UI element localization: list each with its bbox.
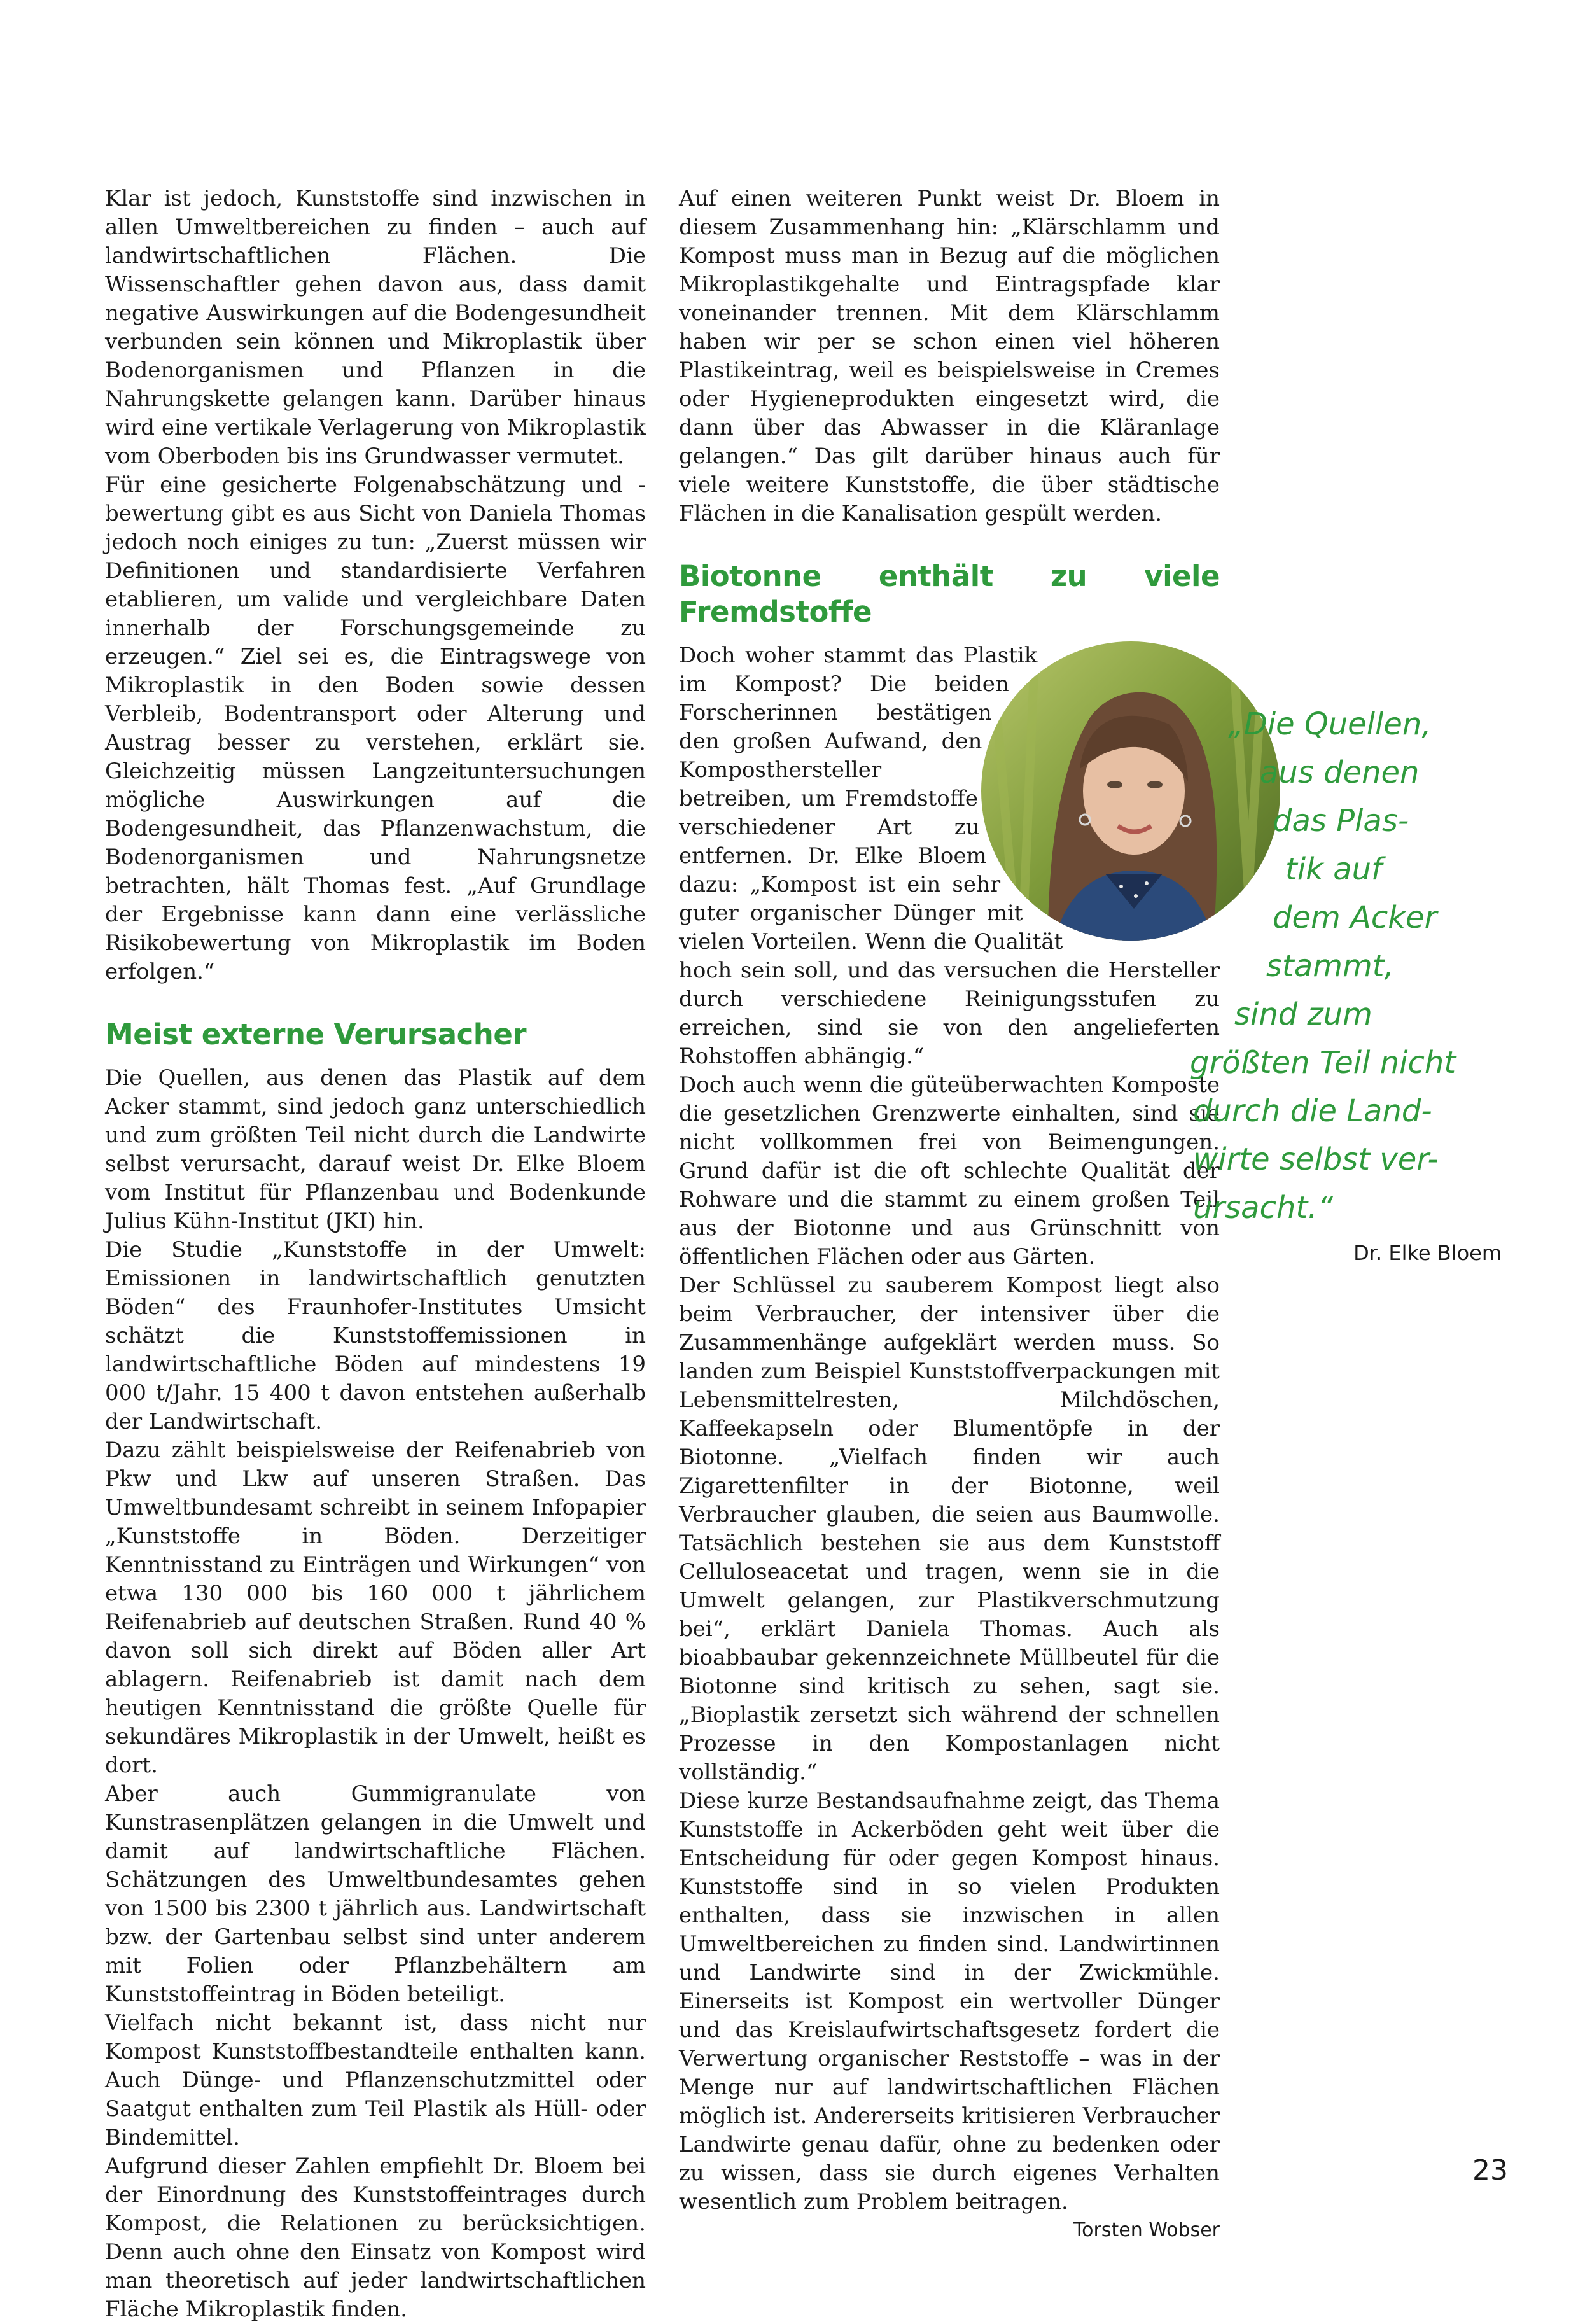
article-column-left — [105, 185, 646, 2324]
body-paragraph: Dazu zählt beispielsweise der Reifenabrieb von Pkw und Lkw auf unseren Straßen. Das Umweltbundesamt schreibt in seinem Infopapier „Kunststoffe in Böden. Derzeitiger Kenntnisstand zu Einträgen und Wirkungen“ von etwa 130 000 bis 160 000 t jährlichem Reifenabrieb auf deutschen Straßen. Rund 40 % davon soll sich direkt auf Böden aller Art ablagern. Reifenabrieb ist damit nach dem heutigen Kenntnisstand die größte Quelle für sekundäres Mikroplastik in der Umwelt, heißt es dort. — [105, 1438, 646, 1778]
pull-quote-line: das Plas- — [1273, 803, 1409, 839]
article-column-right — [679, 185, 1220, 2243]
pull-quote-line: „Die Quellen, — [1228, 706, 1432, 742]
pull-quote-line: sind zum — [1234, 997, 1372, 1032]
section-heading: Meist externe Verursacher — [105, 1018, 527, 1051]
body-paragraph: Die Quellen, aus denen das Plastik auf dem Acker stammt, sind jedoch ganz unterschiedlich und zum größten Teil nicht durch die Landwirte selbst verursacht, darauf weist Dr. Elke Bloem vom Institut für Pflanzenbau und Bodenkunde Julius Kühn-Institut (JKI) hin. — [105, 1065, 646, 1234]
body-paragraph: Vielfach nicht bekannt ist, dass nicht nur Kompost Kunststoffbestandteile enthalten kann. Auch Dünge- und Pflanzenschutzmittel oder Saatgut enthalten zum Teil Plastik als Hüll- oder Bindemittel. — [105, 2010, 646, 2150]
body-paragraph: Doch woher stammt das Plastik im Kompost? Die beiden Forscherinnen bestätigen den großen Aufwand, den Komposthersteller betreiben, um Fremdstoffe verschiedener Art zu entfernen. Dr. Elke Bloem dazu: „Kompost ist ein sehr guter organischer Dünger mit vielen Vorteilen. Wenn die Qualität hoch sein soll, und das versuchen die Hersteller durch verschiedene Reinigungsstufen zu erreichen, sind sie von den angelieferten Rohstoffen abhängig.“ — [679, 643, 1220, 1069]
body-paragraph: Aber auch Gummigranulate von Kunstrasenplätzen gelangen in die Umwelt und damit auf landwirtschaftliche Flächen. Schätzungen des Umweltbundesamtes gehen von 1500 bis 2300 t jährlich aus. Landwirtschaft bzw. der Gartenbau selbst sind unter anderem mit Folien oder Pflanzbehältern am Kunststoffeintrag in Böden beteiligt. — [105, 1781, 646, 2007]
body-paragraph: Klar ist jedoch, Kunststoffe sind inzwischen in allen Umweltbereichen zu finden – auch auf landwirtschaftlichen Flächen. Die Wissenschaftler gehen davon aus, dass damit negative Auswirkungen auf die Bodengesundheit verbunden sein können und Mikroplastik über Bodenorganismen und Pflanzen in die Nahrungskette gelangen kann. Darüber hinaus wird eine vertikale Verlagerung von Mikroplastik vom Oberboden bis ins Grundwasser vermutet. — [105, 186, 646, 469]
body-paragraph: Diese kurze Bestandsaufnahme zeigt, das Thema Kunststoffe in Ackerböden geht weit über die Entscheidung für oder gegen Kompost hinaus. Kunststoffe sind in so vielen Produkten enthalten, dass sie inzwischen in allen Umweltbereichen zu finden sind. Landwirtinnen und Landwirte sind in der Zwickmühle. Einerseits ist Kompost ein wertvoller Dünger und das Kreislaufwirtschaftsgesetz fordert die Verwertung organischer Reststoffe – was in der Menge nur auf landwirtschaftlichen Flächen möglich ist. Andererseits kritisieren Verbraucher Landwirte genau dafür, ohne zu bedenken oder zu wissen, dass sie durch eigenes Verhalten wesentlich zum Problem beitragen. — [679, 1788, 1220, 2215]
body-paragraph: Für eine gesicherte Folgenabschätzung und -bewertung gibt es aus Sicht von Daniela Thomas jedoch noch einiges zu tun: „Zuerst müssen wir Definitionen und standardisierte Verfahren etablieren, um valide und vergleichbare Daten innerhalb der Forschungsgemeinde zu erzeugen.“ Ziel sei es, die Eintragswege von Mikroplastik in den Boden sowie dessen Verbleib, Bodentransport oder Alterung und Austrag besser zu verstehen, erklärt sie. Gleichzeitig müssen Langzeituntersuchungen mögliche Auswirkungen auf die Bodengesundheit, das Pflanzenwachstum, die Bodenorganismen und Nahrungsnetze betrachten, hält Thomas fest. „Auf Grundlage der Ergebnisse kann dann eine verlässliche Risikobewertung von Mikroplastik im Boden erfolgen.“ — [105, 472, 646, 984]
body-paragraph: Die Studie „Kunststoffe in der Umwelt: Emissionen in landwirtschaftlich genutzten Böden“ des Fraunhofer-Institutes Umsicht schätzt die Kunststoffemissionen in landwirtschaftliche Böden auf mindestens 19 000 t/Jahr. 15 400 t davon entstehen außerhalb der Landwirtschaft. — [105, 1237, 646, 1434]
body-paragraph: Auf einen weiteren Punkt weist Dr. Bloem in diesem Zusammenhang hin: „Klärschlamm und Kompost muss man in Bezug auf die möglichen Mikroplastikgehalte und Eintragspfade klar voneinander trennen. Mit dem Klärschlamm haben wir per se schon einen viel höheren Plastikeintrag, weil es beispielsweise in Cremes oder Hygieneprodukten eingesetzt wird, die dann über das Abwasser in die Kläranlage gelangen.“ Das gilt darüber hinaus auch für viele weitere Kunststoffe, die über städtische Flächen in die Kanalisation gespült werden. — [679, 186, 1220, 526]
pull-quote-line: tik auf — [1285, 851, 1382, 887]
page-number: 23 — [1472, 2154, 1508, 2187]
pull-quote-line: größten Teil nicht — [1190, 1045, 1456, 1081]
section-heading: Biotonne enthält zu viele Fremdstoffe — [679, 559, 1220, 629]
body-paragraph: Der Schlüssel zu sauberem Kompost liegt also beim Verbraucher, der intensiver über die Zusammenhänge aufgeklärt werden muss. So landen zum Beispiel Kunststoffverpackungen mit Lebensmittelresten, Milchdöschen, Kaffeekapseln oder Blumentöpfe in der Biotonne. „Vielfach finden wir auch Zigarettenfilter in der Biotonne, weil Verbraucher glauben, die seien aus Baumwolle. Tatsächlich bestehen sie aus dem Kunststoff Celluloseacetat und tragen, wenn sie in die Umwelt gelangen, zur Plastikverschmutzung bei“, erklärt Daniela Thomas. Auch als bioabbaubar gekennzeichnete Müllbeutel für die Biotonne sind kritisch zu sehen, sagt sie. „Bioplastik zersetzt sich während der schnellen Prozesse in den Kompostanlagen nicht vollständig.“ — [679, 1273, 1220, 1785]
pull-quote-line: aus denen — [1260, 755, 1420, 790]
body-paragraph: Doch auch wenn die güteüberwachten Komposte die gesetzlichen Grenzwerte einhalten, sind sie nicht vollkommen frei von Beimengungen. Grund dafür ist die oft schlechte Qualität der Rohware und die stammt zu einem großen Teil aus der Biotonne und aus Grünschnitt von öffentlichen Flächen oder aus Gärten. — [679, 1072, 1220, 1270]
pull-quote-line: dem Acker — [1273, 900, 1437, 935]
pull-quote-attribution: Dr. Elke Bloem — [1353, 1241, 1502, 1265]
body-paragraph: Aufgrund dieser Zahlen empfiehlt Dr. Bloem bei der Einordnung des Kunststoffeintrages durch Kompost, die Relationen zu berücksichtigen. Denn auch ohne den Einsatz von Kompost wird man theoretisch auf jeder landwirtschaftlichen Fläche Mikroplastik finden. — [105, 2153, 646, 2322]
article-author: Torsten Wobser — [1073, 2219, 1220, 2241]
pull-quote — [1190, 700, 1527, 1232]
pull-quote-line: durch die Land- — [1193, 1093, 1432, 1129]
pull-quote-line: ursacht.“ — [1193, 1190, 1334, 1226]
pull-quote-line: wirte selbst ver- — [1193, 1142, 1439, 1177]
pull-quote-line: stammt, — [1266, 948, 1394, 984]
